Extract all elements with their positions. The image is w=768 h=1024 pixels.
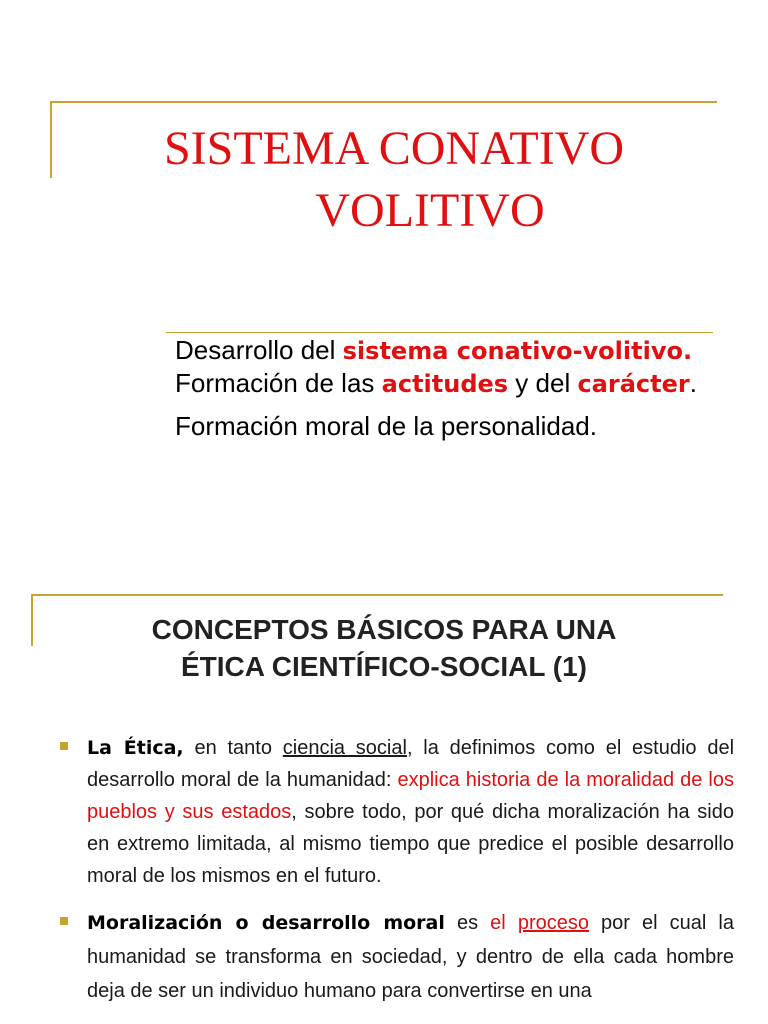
text — [506, 912, 518, 934]
term-moralizacion: Moralización o desarrollo moral — [87, 912, 445, 934]
highlight-el: el — [490, 912, 506, 934]
highlight-actitudes: actitudes — [381, 370, 509, 398]
highlight-proceso: proceso — [517, 912, 589, 934]
text: Formación de las — [175, 368, 382, 398]
underlined-ciencia-social: ciencia social — [282, 737, 407, 759]
list-item — [60, 906, 734, 1008]
text: y del — [508, 368, 578, 398]
text: es — [444, 912, 491, 934]
square-bullet-icon — [60, 742, 68, 750]
text: en tanto — [183, 737, 283, 759]
slide1-title-line2: VOLITIVO — [315, 184, 545, 237]
slide2-title-line1: CONCEPTOS BÁSICOS PARA UNA — [151, 614, 617, 645]
slide1-top-rule — [50, 101, 717, 103]
slide2-left-rule — [31, 594, 33, 646]
highlight-explica-historia: explica historia de la moralidad de los pueblos y sus estados — [87, 769, 735, 823]
text: , la definimos como el estudio del desarrollo moral de la humanidad: — [87, 737, 735, 791]
slide2-title — [34, 611, 734, 685]
term-la-etica: La Ética, — [87, 737, 184, 759]
square-bullet-icon — [60, 917, 68, 925]
list-item — [60, 732, 734, 892]
text: por el cual la humanidad se transforma en sociedad, y dentro de ella cada hombre deja de ser un individuo humano para convertirse en una — [87, 912, 734, 1002]
slide2-top-rule — [31, 594, 723, 596]
text: , sobre todo, por qué dicha moralización ha sido en extremo limitada, al mismo tiempo que predice el posible desarrollo moral de los mismos en el futuro. — [87, 801, 734, 887]
slide1-paragraph-1 — [175, 334, 735, 400]
highlight-sistema-conativo: sistema conativo-volitivo. — [342, 337, 693, 365]
slide1-title-line1: SISTEMA CONATIVO — [163, 122, 625, 175]
slide1-paragraph-2: Formación moral de la personalidad. — [175, 411, 597, 441]
highlight-caracter: carácter — [577, 370, 690, 398]
slide1-body-rule — [166, 332, 713, 333]
slide1-left-rule — [50, 101, 52, 178]
slide2-title-line2: ÉTICA CIENTÍFICO-SOCIAL (1) — [181, 651, 587, 682]
text: Desarrollo del — [175, 335, 343, 365]
slide1-title — [60, 118, 728, 242]
text: . — [689, 368, 697, 398]
slide1-body — [175, 334, 735, 442]
concept-list — [60, 732, 734, 1008]
